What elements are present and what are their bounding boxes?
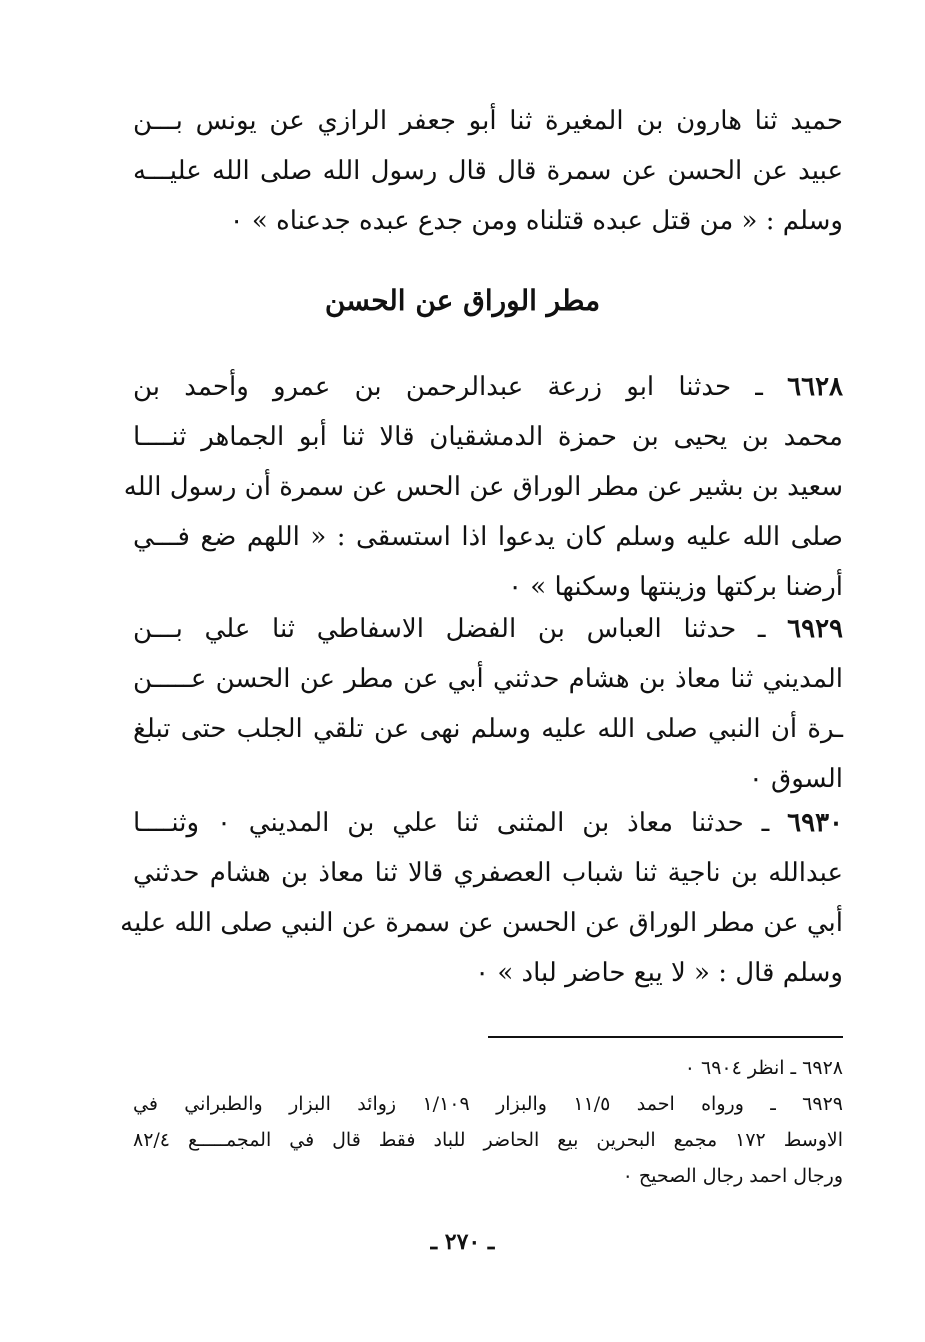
intro-line: وسلم : « من قتل عبده قتلناه ومن جدع عبده جدعناه » ٠ <box>229 206 843 236</box>
footnote-line: ٦٩٢٩ ـ ورواه احمد ١١/٥ والبزار ١/١٠٩ زوائد البزار والطبراني في <box>133 1093 843 1115</box>
section-heading: مطر الوراق عن الحسن <box>324 284 601 317</box>
footnote-line: ورجال احمد رجال الصحيح ٠ <box>622 1165 843 1187</box>
intro-line: حميد ثنا هارون بن المغيرة ثنا أبو جعفر الرازي عن يونس بـــن <box>133 106 843 136</box>
hadith-paragraph <box>123 362 843 612</box>
hadith-first-line <box>133 604 843 654</box>
hadith-line: أبي عن مطر الوراق عن الحسن عن سمرة عن النبي صلى الله عليه <box>120 908 843 938</box>
hadith-first-line <box>133 798 843 848</box>
page-number: ـ ٢٧٠ ـ <box>430 1229 495 1255</box>
footnote-separator <box>488 1036 843 1038</box>
hadith-first-line <box>133 362 843 412</box>
hadith-number: ٦٩٢٩ <box>787 614 843 644</box>
hadith-paragraph <box>133 604 843 804</box>
footnote-line: ٦٩٢٨ ـ انظر ٦٩٠٤ ٠ <box>684 1057 843 1079</box>
hadith-first-line-text: ـ حدثنا ابو زرعة عبدالرحمن بن عمرو وأحمد بن <box>133 372 788 402</box>
hadith-line: محمد بن يحيى بن حمزة الدمشقيان قالا ثنا أبو الجماهر ثنــــا <box>133 422 843 452</box>
hadith-line: صلى الله عليه وسلم كان يدعوا اذا استسقى : « اللهم ضع فـــي <box>133 522 843 552</box>
hadith-line: أرضنا بركتها وزينتها وسكنها » ٠ <box>508 572 843 602</box>
hadith-line: سعيد بن بشير عن مطر الوراق عن الحس عن سمرة أن رسول الله <box>123 472 843 502</box>
hadith-number: ٦٦٢٨ <box>787 372 843 402</box>
footnotes <box>133 1050 843 1194</box>
hadith-line: السوق ٠ <box>748 764 843 794</box>
intro-line: عبيد عن الحسن عن سمرة قال قال رسول الله صلى الله عليـــه <box>133 156 843 186</box>
hadith-first-line-text: ـ حدثنا العباس بن الفضل الاسفاطي ثنا علي بـــن <box>133 614 788 644</box>
hadith-line: ـرة أن النبي صلى الله عليه وسلم نهى عن تلقي الجلب حتى تبلغ <box>133 714 843 744</box>
hadith-number: ٦٩٣٠ <box>787 808 843 838</box>
footnote-line: الاوسط ١٧٢ مجمع البحرين بيع الحاضر للباد فقط قال في المجمـــــع ٨٢/٤ <box>133 1129 843 1151</box>
hadith-line: وسلم قال : « لا يبع حاضر لباد » ٠ <box>475 958 843 988</box>
intro-paragraph <box>133 96 843 246</box>
hadith-paragraph <box>120 798 843 998</box>
hadith-line: المديني ثنا معاذ بن هشام حدثني أبي عن مطر عن الحسن عـــــن <box>133 664 843 694</box>
hadith-line: عبدالله بن ناجية ثنا شباب العصفري قالا ثنا معاذ بن هشام حدثني <box>133 858 843 888</box>
hadith-first-line-text: ـ حدثنا معاذ بن المثنى ثنا علي بن المديني ٠ وثنــــا <box>133 808 788 838</box>
